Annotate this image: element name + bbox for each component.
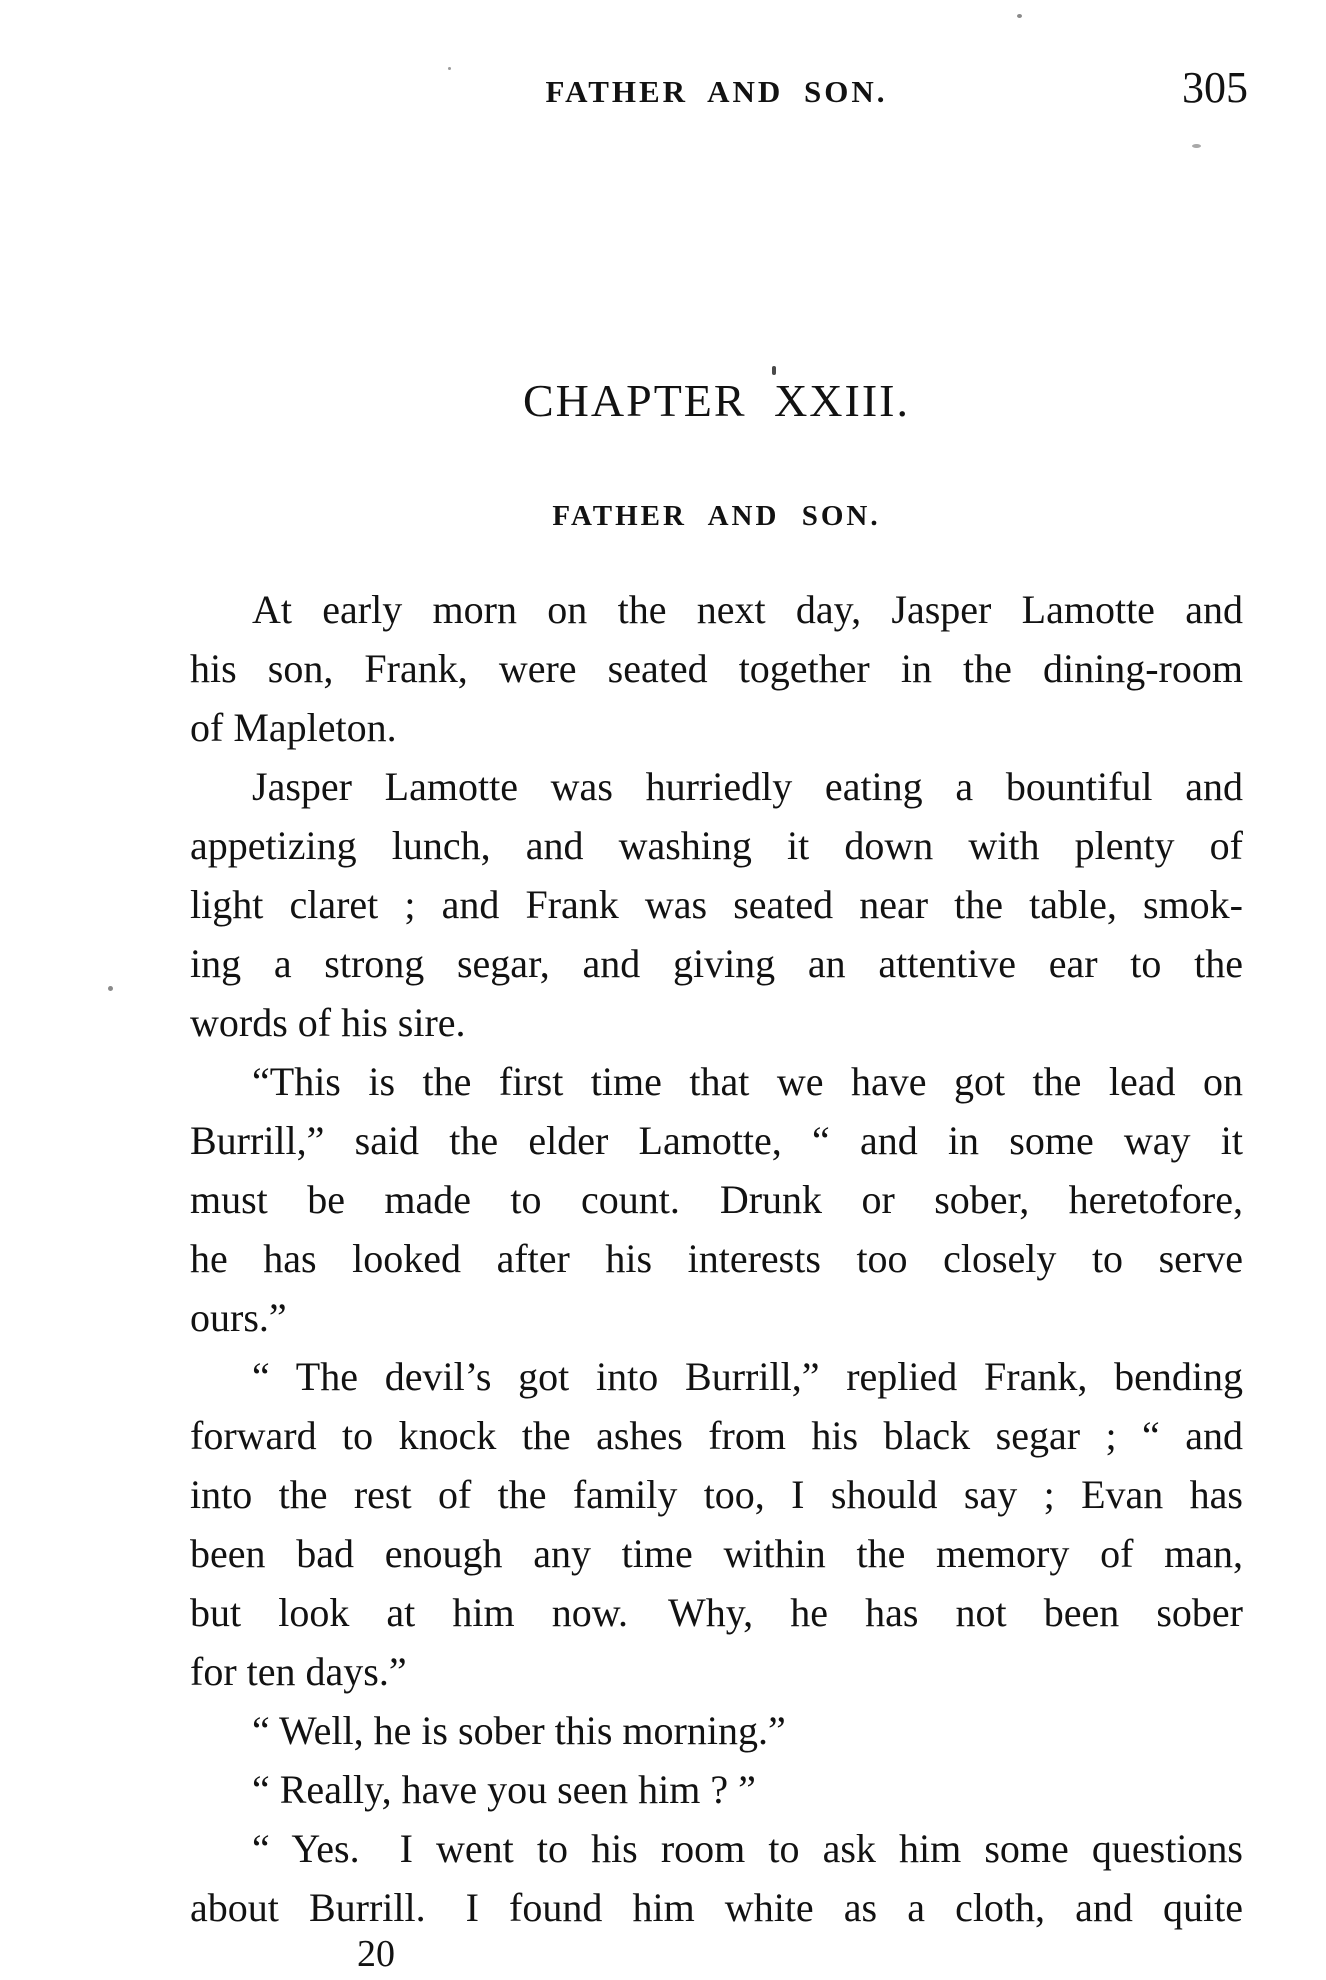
body-line: must be made to count. Drunk or sober, heretofore, xyxy=(190,1177,1243,1222)
body-line: “ Really, have you seen him ? ” xyxy=(252,1767,756,1812)
body-line: appetizing lunch, and washing it down with plenty of xyxy=(190,823,1243,868)
body-line: Jasper Lamotte was hurriedly eating a bountiful and xyxy=(252,764,1243,809)
body-line: into the rest of the family too, I should say ; Evan has xyxy=(190,1472,1243,1517)
scan-speck xyxy=(448,67,451,70)
paragraph xyxy=(190,1819,1243,1937)
scan-speck xyxy=(1017,14,1022,18)
body-line: his son, Frank, were seated together in the dining-room xyxy=(190,646,1243,691)
page-number: 305 xyxy=(1182,63,1248,112)
paragraph xyxy=(190,1760,1243,1819)
body-line: forward to knock the ashes from his black segar ; “ and xyxy=(190,1413,1243,1458)
paragraph xyxy=(190,1347,1243,1701)
body-line: but look at him now. Why, he has not been sober xyxy=(190,1590,1243,1635)
body-line: At early morn on the next day, Jasper Lamotte and xyxy=(252,587,1243,632)
body-line: light claret ; and Frank was seated near the table, smok- xyxy=(190,882,1243,927)
signature-mark: 20 xyxy=(357,1933,395,1975)
paragraph xyxy=(190,1701,1243,1760)
scan-speck xyxy=(772,366,776,375)
body-line: ing a strong segar, and giving an attentive ear to the xyxy=(190,941,1243,986)
scan-speck xyxy=(108,986,113,991)
body-line: “This is the first time that we have got the lead on xyxy=(252,1059,1243,1104)
body-line: “ Well, he is sober this morning.” xyxy=(252,1708,786,1753)
scan-speck xyxy=(1192,144,1201,148)
body-line: about Burrill. I found him white as a cloth, and quite xyxy=(190,1885,1243,1930)
body-text xyxy=(190,580,1243,1937)
body-line: of Mapleton. xyxy=(190,705,397,750)
paragraph xyxy=(190,1052,1243,1347)
chapter-heading: CHAPTER XXIII. xyxy=(523,375,910,426)
paragraph xyxy=(190,757,1243,1052)
body-line: ours.” xyxy=(190,1295,287,1340)
body-line: Burrill,” said the elder Lamotte, “ and in some way it xyxy=(190,1118,1243,1163)
chapter-subtitle: FATHER AND SON. xyxy=(552,500,881,532)
paragraph xyxy=(190,580,1243,757)
body-line: words of his sire. xyxy=(190,1000,466,1045)
body-line: for ten days.” xyxy=(190,1649,407,1694)
running-head: FATHER AND SON. xyxy=(545,74,888,109)
body-line: “ Yes. I went to his room to ask him some questions xyxy=(252,1826,1243,1871)
body-line: “ The devil’s got into Burrill,” replied Frank, bending xyxy=(252,1354,1243,1399)
body-line: been bad enough any time within the memory of man, xyxy=(190,1531,1243,1576)
body-line: he has looked after his interests too closely to serve xyxy=(190,1236,1243,1281)
